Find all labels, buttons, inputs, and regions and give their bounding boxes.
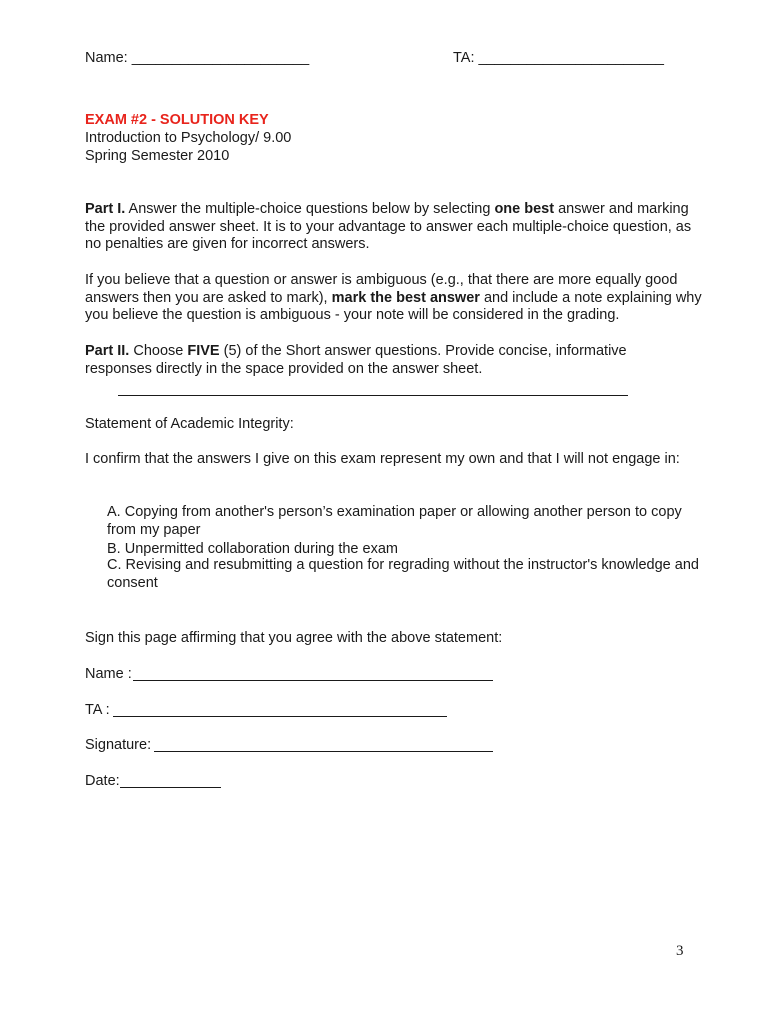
sign-instruction: Sign this page affirming that you agree with the above statement:: [85, 630, 503, 646]
integrity-heading: Statement of Academic Integrity:: [85, 416, 294, 432]
part2-text-a: Choose: [129, 343, 188, 359]
course-name: Introduction to Psychology/ 9.00: [85, 130, 292, 146]
part1-text-a: Answer the multiple-choice questions below by selecting: [125, 201, 495, 217]
exam-title: EXAM #2 - SOLUTION KEY: [85, 112, 269, 128]
part1-label: Part I.: [85, 201, 126, 217]
part1-text-b: answer and marking the provided answer sheet. It is to your advantage to answer each multiple-choice question, as no penalties are given for incorrect answers.: [85, 201, 692, 252]
header-ta-line: TA: _______________________: [453, 50, 664, 66]
part2-text-b: (5) of the Short answer questions. Provide concise, informative responses directly in the space provided on the answer sheet.: [85, 343, 627, 377]
integrity-confirm: I confirm that the answers I give on this exam represent my own and that I will not engage in:: [85, 451, 680, 467]
header-name-line: Name: ______________________: [85, 50, 310, 66]
ambiguity-emphasis: mark the best answer: [331, 289, 480, 306]
integrity-item: C. Revising and resubmitting a question for regrading without the instructor's knowledge and consent: [107, 557, 699, 591]
integrity-item: B. Unpermitted collaboration during the exam: [107, 541, 398, 557]
sign-ta-field[interactable]: [113, 716, 447, 717]
ambiguity-text-b: and include a note explaining why you believe the question is ambiguous - your note will be considered in the grading.: [85, 289, 702, 323]
part1-paragraph: [85, 201, 705, 254]
part2-paragraph: [85, 343, 685, 378]
section-divider: [118, 395, 628, 396]
signature-label: Signature:: [85, 737, 152, 753]
date-label: Date:: [85, 773, 120, 789]
integrity-item: A. Copying from another's person’s examination paper or allowing another person to copy from my paper: [107, 504, 682, 538]
semester: Spring Semester 2010: [85, 148, 230, 164]
signature-field[interactable]: [154, 751, 493, 752]
ambiguity-paragraph: [85, 272, 705, 325]
part2-label: Part II.: [85, 343, 130, 359]
part2-emphasis: FIVE: [187, 343, 220, 359]
part1-emphasis: one best: [494, 201, 555, 217]
sign-ta-label: TA :: [85, 702, 110, 718]
ambiguity-text-a: If you believe that a question or answer is ambiguous (e.g., that there are more equally good answers then you are asked to mark),: [85, 272, 678, 306]
date-field[interactable]: [120, 787, 221, 788]
page-number: 3: [676, 943, 684, 959]
sign-name-field[interactable]: [133, 680, 493, 681]
sign-name-label: Name :: [85, 666, 132, 682]
